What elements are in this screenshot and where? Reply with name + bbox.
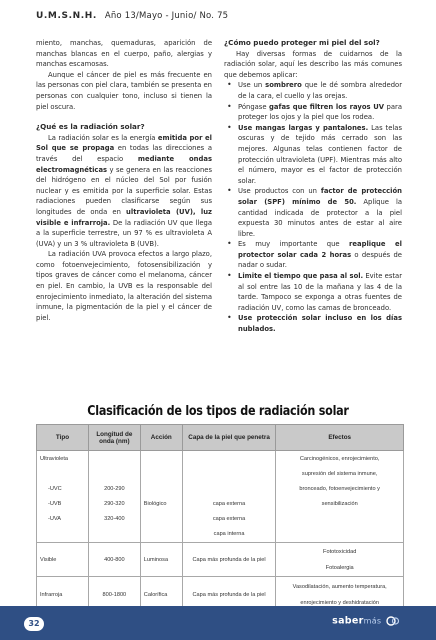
- paragraph: Hay diversas formas de cuidarnos de la radiación solar, aquí les describo las más comunes que debemos aplicar:: [224, 49, 402, 79]
- col-header-capa: Capa de la piel que penetra: [182, 425, 276, 451]
- table-title: Clasificación de los tipos de radiación solar: [87, 404, 349, 419]
- table-header-row: [37, 425, 404, 451]
- cell-capa: Capa más profunda de la piel: [182, 543, 276, 577]
- cell-accion: Calorífica: [140, 577, 182, 613]
- cell-efectos: Carcinogénicos, enrojecimiento, supresión del sistema inmune, bronceado, fotoenvejecimiento y sensibilización: [276, 451, 404, 543]
- cell-capa: capa externa capa externa capa interna: [182, 451, 276, 543]
- cell-efectos: Vasodilatación, aumento temperatura, enrojecimiento y deshidratación: [276, 577, 404, 613]
- list-item: • Póngase gafas que filtren los rayos UV para proteger los ojos y la piel que los rodea.: [224, 102, 402, 123]
- paragraph: Aunque el cáncer de piel es más frecuente en las personas con piel clara, también se presenta en personas con cualquier tono, incluso si tienen la piel oscura.: [36, 70, 212, 111]
- right-column: [224, 38, 402, 335]
- col-header-accion: Acción: [140, 425, 182, 451]
- cell-tipo: Ultravioleta -UVC -UVB -UVA: [37, 451, 89, 543]
- list-item: • Use productos con un factor de protección solar (SPF) mínimo de 50. Aplique la cantidad indicada de protector a la piel expuesta 30 minutos antes de estar al aire libre.: [224, 186, 402, 239]
- footer-logo: sabermás: [332, 615, 400, 627]
- logo-swirl-icon: [386, 615, 400, 627]
- table-row: [37, 451, 404, 543]
- list-item: • Use protección solar incluso en los días nublados.: [224, 313, 402, 334]
- left-column: [36, 38, 212, 323]
- section-heading: ¿Qué es la radiación solar?: [36, 122, 145, 132]
- page-number: 32: [24, 617, 44, 631]
- col-header-tipo: Tipo: [37, 425, 89, 451]
- cell-tipo: Visible: [37, 543, 89, 577]
- section-heading: ¿Cómo puedo proteger mi piel del sol?: [224, 38, 380, 47]
- page-header: [36, 11, 228, 21]
- col-header-efectos: Efectos: [276, 425, 404, 451]
- col-header-longitud: Longitud de onda (nm): [88, 425, 140, 451]
- paragraph: La radiación solar es la energía emitida por el Sol que se propaga en todas las direcciones a través del espacio mediante ondas electromagnéticas y se genera en las reacciones del hidrógeno en el núcleo del Sol por fusión nuclear y es emitida por la superficie solar. Estas radiaciones pueden clasificarse según sus longitudes de onda en ultravioleta (UV), luz visible e infrarroja. De la radiación UV que llega a la superficie terrestre, un 97 % es ultravioleta A (UVA) y un 3 % ultravioleta B (UVB).: [36, 133, 212, 248]
- cell-capa: Capa más profunda de la piel: [182, 577, 276, 613]
- cell-tipo: Infrarroja: [37, 577, 89, 613]
- tips-list: [224, 80, 402, 334]
- header-brand: U.M.S.N.H.: [36, 11, 97, 21]
- cell-longitud: 400-800: [88, 543, 140, 577]
- header-issue: Año 13/Mayo - Junio/ No. 75: [104, 11, 229, 21]
- list-item: • Es muy importante que reaplique el protector solar cada 2 horas o después de nadar o sudar.: [224, 239, 402, 271]
- cell-accion: Biológico: [140, 451, 182, 543]
- radiation-table: [36, 424, 404, 613]
- list-item: • Use mangas largas y pantalones. Las telas oscuras y de tejido más cerrado son las mejores. Algunas telas contienen factor de protección ultravioleta (UPF). Mientras más alto el número, mayor es el factor de protección solar.: [224, 123, 402, 187]
- list-item: • Limite el tiempo que pasa al sol. Evite estar al sol entre las 10 de la mañana y las 4 de la tarde. Tampoco se exponga a otras fuentes de radiación UV, como las camas de bronceado.: [224, 271, 402, 313]
- cell-accion: Luminosa: [140, 543, 182, 577]
- paragraph: miento, manchas, quemaduras, aparición de manchas blancas en el cuerpo, paño, alergias y manchas escamosas.: [36, 39, 212, 69]
- table-row: [37, 543, 404, 577]
- paragraph: La radiación UVA provoca efectos a largo plazo, como fotoenvejecimiento, fotosensibilización y tipos graves de cáncer como el melanoma, cáncer en piel. En cambio, la UVB es la responsable del enrojecimiento inmediato, la alteración del sistema inmune, la pigmentación de la piel y el cáncer de piel.: [36, 250, 212, 322]
- cell-longitud: 800-1800: [88, 577, 140, 613]
- list-item: • Use un sombrero que le dé sombra alrededor de la cara, el cuello y las orejas.: [224, 80, 402, 101]
- cell-longitud: 200-290 290-320 320-400: [88, 451, 140, 543]
- cell-efectos: Fototoxicidad Fotoalergia: [276, 543, 404, 577]
